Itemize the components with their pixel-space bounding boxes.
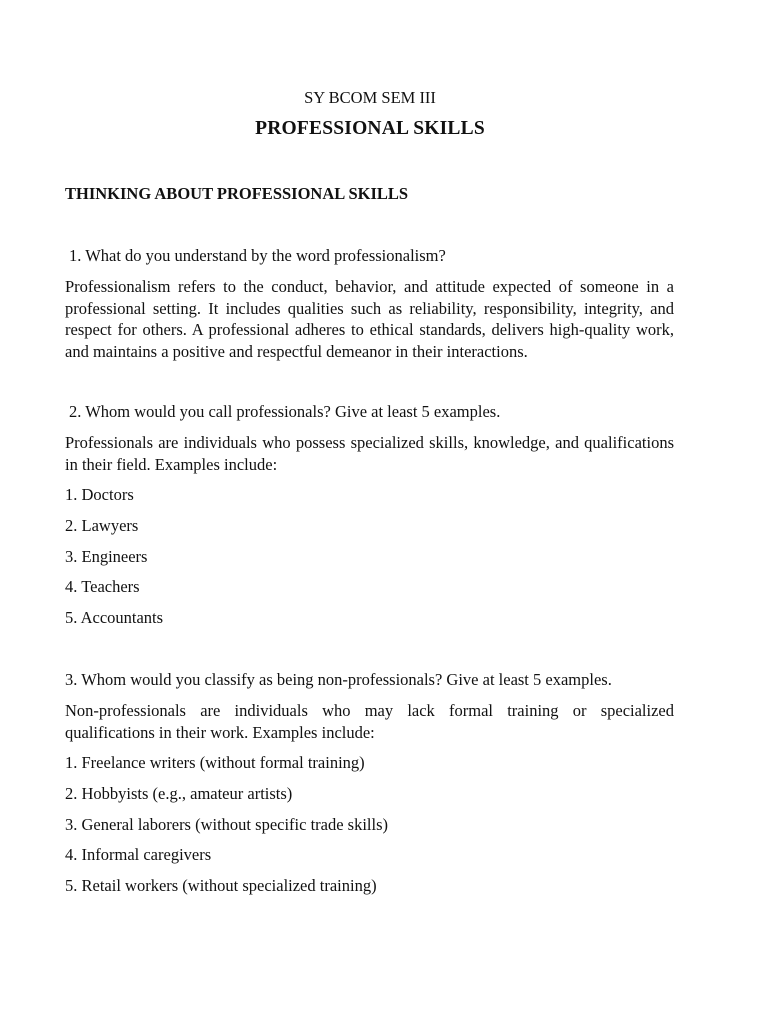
list-item: 5. Retail workers (without specialized training) (65, 876, 377, 895)
answer-1: Professionalism refers to the conduct, behavior, and attitude expected of someone in a professional setting. It includes qualities such as reliability, responsibility, integrity, and respect for others. A professional adheres to ethical standards, delivers high-quality work, and maintains a positive and respectful demeanor in their interactions. (65, 277, 674, 361)
list-item: 2. Lawyers (65, 516, 139, 535)
section-heading: THINKING ABOUT PROFESSIONAL SKILLS (65, 184, 409, 203)
list-item: 1. Freelance writers (without formal training) (65, 753, 365, 772)
list-item: 4. Informal caregivers (65, 845, 212, 864)
list-item: 4. Teachers (65, 577, 140, 596)
list-item: 5. Accountants (65, 608, 164, 627)
list-item: 1. Doctors (65, 485, 134, 504)
question-1: 1. What do you understand by the word professionalism? (69, 246, 446, 265)
question-2: 2. Whom would you call professionals? Give at least 5 examples. (69, 402, 501, 421)
list-item: 2. Hobbyists (e.g., amateur artists) (65, 784, 293, 803)
list-item: 3. Engineers (65, 547, 148, 566)
question-3: 3. Whom would you classify as being non-professionals? Give at least 5 examples. (65, 670, 612, 689)
page-title: PROFESSIONAL SKILLS (255, 118, 485, 139)
answer-3: Non-professionals are individuals who may lack formal training or specialized qualifications in their work. Examples include: (65, 701, 674, 742)
course-subtitle: SY BCOM SEM III (304, 88, 436, 107)
answer-2: Professionals are individuals who possess specialized skills, knowledge, and qualifications in their field. Examples include: (65, 433, 674, 474)
list-item: 3. General laborers (without specific trade skills) (65, 815, 389, 834)
